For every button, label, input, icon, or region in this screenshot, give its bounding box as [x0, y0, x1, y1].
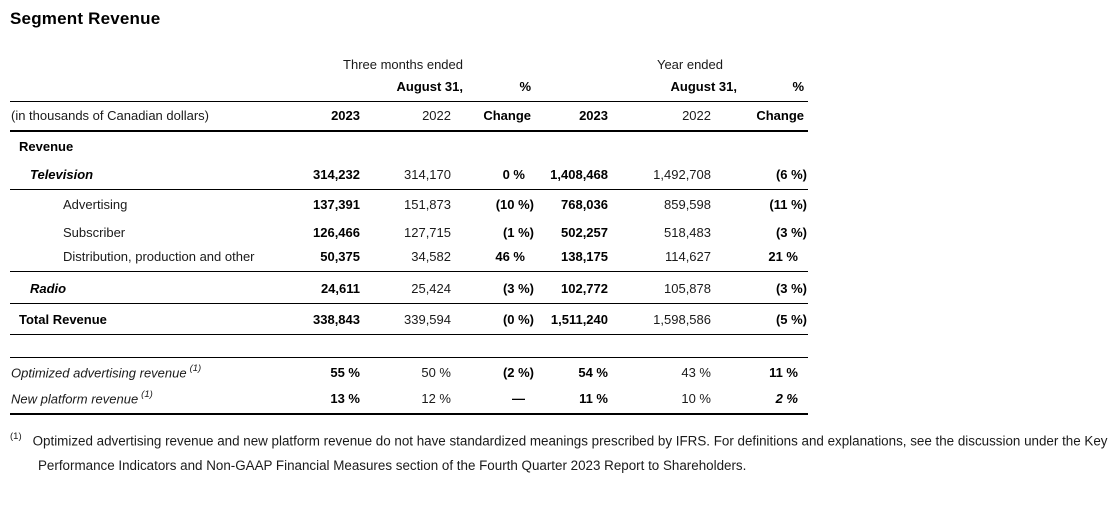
- row-label: Radio: [10, 272, 292, 304]
- pct-quarter-label: %: [453, 75, 535, 102]
- cell-q2022: 50 %: [421, 365, 451, 380]
- page-title: Segment Revenue: [10, 9, 161, 28]
- cell-q2022: 151,873: [404, 197, 451, 212]
- cell-ychange: 11 %: [769, 365, 798, 380]
- cell-qchange: 0 %: [453, 161, 535, 190]
- cell-y2023: [535, 131, 610, 161]
- cell-qchange: (2 %): [502, 365, 534, 380]
- cell-qchange: (10 %): [495, 197, 534, 212]
- col-header-2023-year: 2023: [535, 102, 610, 132]
- header-empty-cell: [453, 57, 535, 75]
- row-total-revenue: [10, 304, 808, 335]
- cell-qchange: (0 %): [453, 304, 535, 335]
- col-header-2022-year: 2022: [610, 102, 713, 132]
- footnote-ref: (1): [141, 388, 153, 400]
- kpi-label: New platform revenue: [11, 391, 139, 406]
- cell-q2022: [362, 131, 453, 161]
- cell-y2023: 102,772: [535, 272, 610, 304]
- unit-label: (in thousands of Canadian dollars): [10, 102, 292, 132]
- cell-ychange: [713, 131, 808, 161]
- footnote-text: Optimized advertising revenue and new platform revenue do not have standardized meanings prescribed by IFRS. For definitions and explanations, see the discussion under the Key Performance Indicators and Non-GAAP Financial Measures section of the Fourth Quarter 2023 Report to Shareholders.: [32, 433, 1108, 474]
- cell-y2023: 11 %: [535, 387, 610, 414]
- row-label: Subscriber: [63, 225, 126, 240]
- header-period-row: [10, 57, 808, 75]
- row-optimized-advertising-revenue: [10, 358, 808, 388]
- cell-q2023: 50,375: [292, 247, 362, 272]
- segment-revenue-table: [10, 57, 808, 415]
- cell-ychange: (5 %): [713, 304, 808, 335]
- row-television: [10, 161, 808, 190]
- footnote: [10, 425, 1108, 478]
- cell-q2023: 55 %: [330, 365, 360, 380]
- date-quarter-cell: [292, 75, 463, 102]
- spacer-row: [10, 335, 808, 358]
- col-header-2023-quarter: 2023: [292, 102, 362, 132]
- cell-y2023: 1,408,468: [535, 161, 610, 190]
- row-revenue: [10, 131, 808, 161]
- cell-y2022: 1,598,586: [610, 304, 713, 335]
- cell-q2022: 339,594: [362, 304, 453, 335]
- header-empty-cell: [10, 75, 292, 102]
- row-advertising: [10, 190, 808, 220]
- row-label: [10, 358, 292, 388]
- cell-y2023: 502,257: [561, 225, 608, 240]
- row-radio: [10, 272, 808, 304]
- row-label: Distribution, production and other: [10, 247, 292, 272]
- period-quarter-label: Three months ended: [343, 57, 463, 72]
- cell-y2022: [610, 131, 713, 161]
- cell-q2022: 34,582: [362, 247, 453, 272]
- cell-q2023: [292, 131, 362, 161]
- cell-q2023: 24,611: [292, 272, 362, 304]
- cell-qchange: 46 %: [453, 247, 535, 272]
- header-empty-cell: [713, 57, 808, 75]
- cell-q2023: 338,843: [292, 304, 362, 335]
- date-year-cell: [535, 75, 737, 102]
- cell-y2022: 43 %: [681, 365, 711, 380]
- row-label: Total Revenue: [10, 304, 292, 335]
- pct-year-label: %: [713, 75, 808, 102]
- cell-ychange: (11 %): [769, 197, 807, 212]
- footnote-ref: (1): [189, 362, 202, 374]
- cell-q2022: 127,715: [404, 225, 451, 240]
- row-label: [10, 387, 292, 414]
- row-label: Advertising: [63, 197, 128, 212]
- date-year-label: August 31,: [670, 79, 737, 94]
- cell-q2022: 12 %: [362, 387, 453, 414]
- cell-y2023: 54 %: [578, 365, 608, 380]
- row-new-platform-revenue: [10, 387, 808, 414]
- cell-qchange: [453, 131, 535, 161]
- cell-y2023: 768,036: [561, 197, 608, 212]
- cell-q2022: 314,170: [362, 161, 453, 190]
- cell-q2023: 126,466: [313, 225, 360, 240]
- cell-y2022: 105,878: [610, 272, 713, 304]
- cell-ychange: 21 %: [713, 247, 808, 272]
- cell-y2023: 1,511,240: [535, 304, 610, 335]
- row-label: Revenue: [19, 139, 74, 154]
- cell-qchange: (3 %): [453, 272, 535, 304]
- cell-ychange: (3 %): [775, 225, 807, 240]
- row-label: Television: [10, 161, 292, 190]
- cell-q2022: 25,424: [362, 272, 453, 304]
- cell-ychange: (6 %): [713, 161, 808, 190]
- row-distribution-production-other: [10, 247, 808, 272]
- period-quarter-cell: [292, 57, 463, 75]
- cell-y2022: 1,492,708: [610, 161, 713, 190]
- col-header-change-quarter: Change: [453, 102, 535, 132]
- footnote-marker: (1): [10, 431, 22, 442]
- cell-ychange: 2 %: [713, 387, 808, 414]
- kpi-label: Optimized advertising revenue: [11, 365, 187, 380]
- col-header-2022-quarter: 2022: [362, 102, 453, 132]
- cell-qchange: —: [453, 387, 535, 414]
- cell-y2022: 114,627: [610, 247, 713, 272]
- cell-y2022: 859,598: [664, 197, 711, 212]
- cell-ychange: (3 %): [713, 272, 808, 304]
- col-header-change-year: Change: [713, 102, 808, 132]
- spacer-cell: [10, 335, 808, 358]
- cell-y2022: 10 %: [610, 387, 713, 414]
- period-year-cell: [535, 57, 723, 75]
- period-year-label: Year ended: [656, 57, 723, 72]
- row-subscriber: [10, 219, 808, 247]
- cell-y2022: 518,483: [664, 225, 711, 240]
- cell-q2023: 13 %: [292, 387, 362, 414]
- header-columns-row: [10, 102, 808, 132]
- cell-q2023: 314,232: [292, 161, 362, 190]
- cell-q2023: 137,391: [313, 197, 360, 212]
- header-empty-cell: [10, 57, 292, 75]
- cell-y2023: 138,175: [535, 247, 610, 272]
- header-date-row: [10, 75, 808, 102]
- cell-qchange: (1 %): [502, 225, 534, 240]
- date-quarter-label: August 31,: [396, 79, 463, 94]
